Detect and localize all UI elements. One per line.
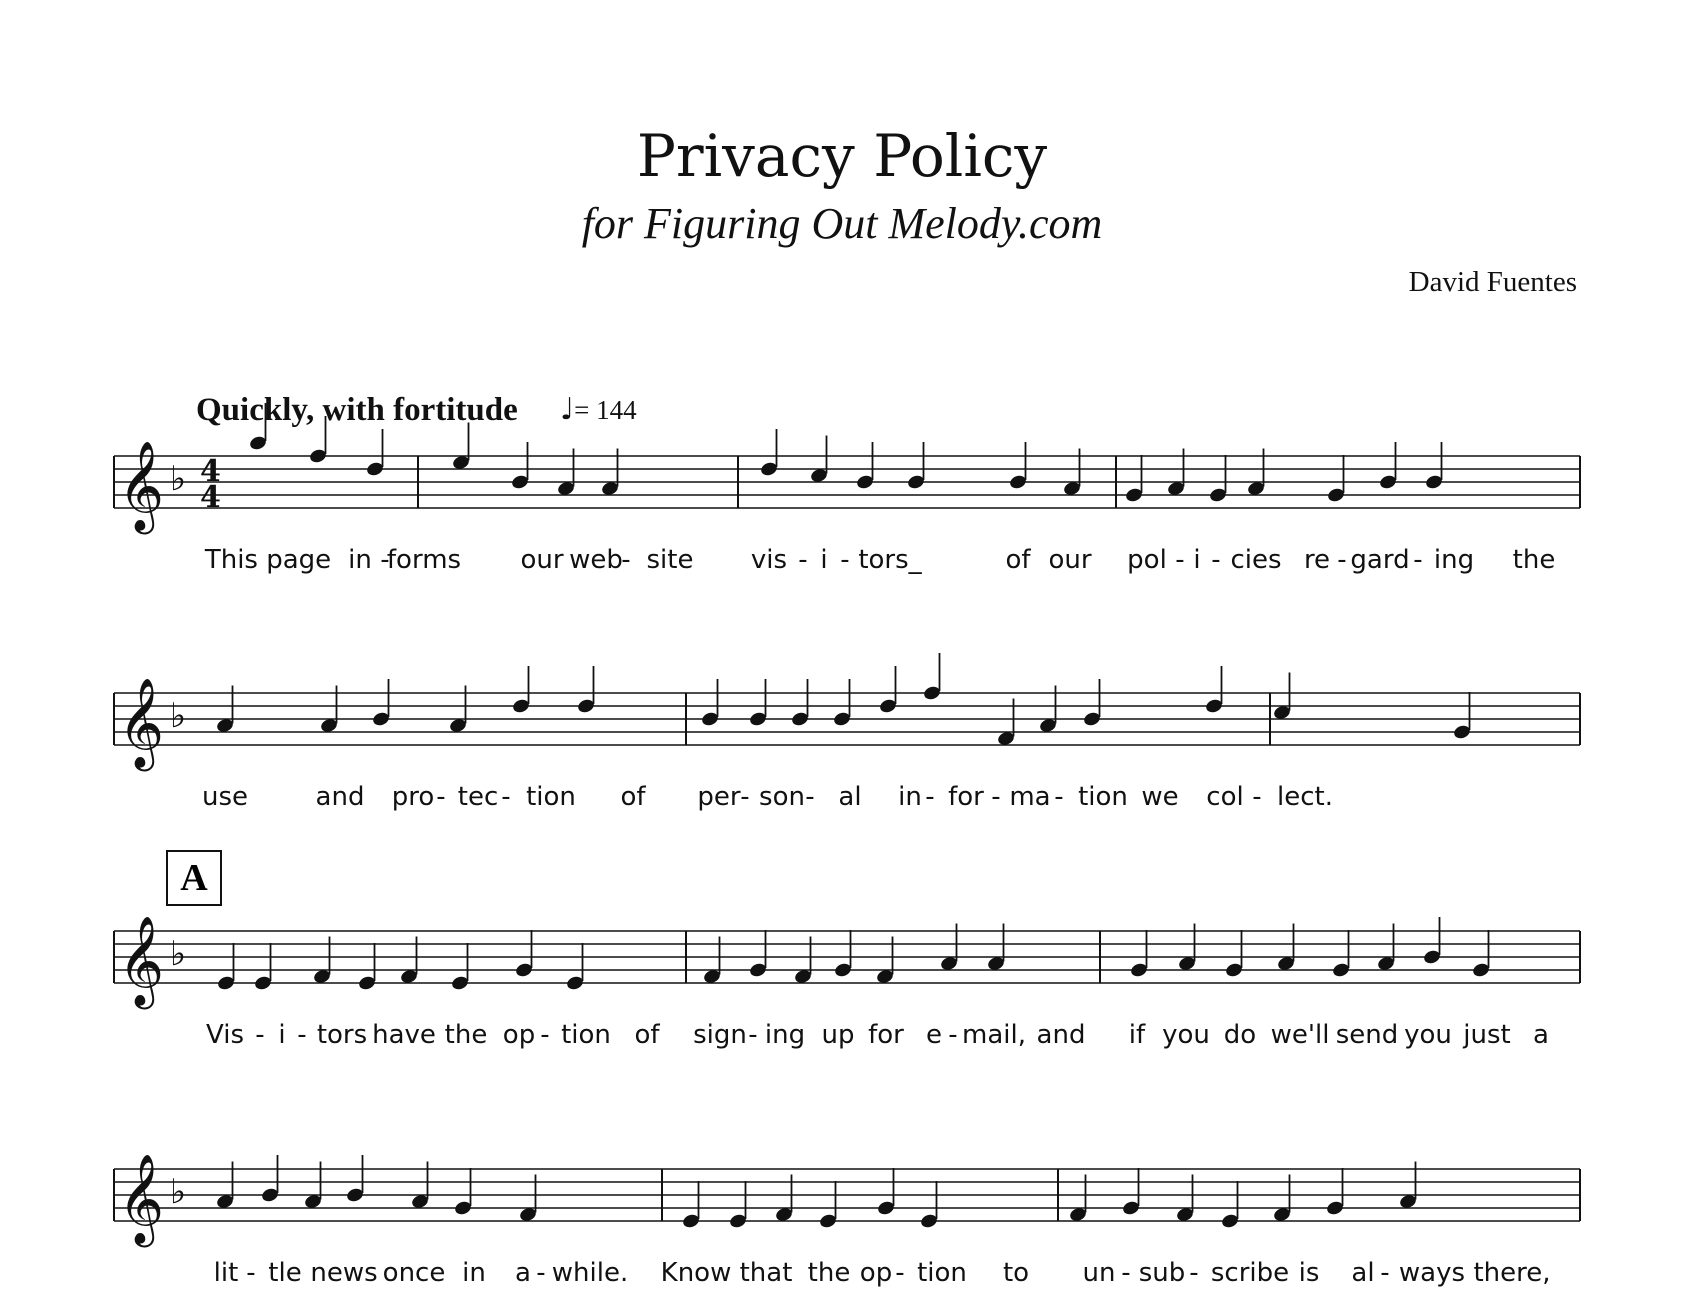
lyric-syllable: - [380, 545, 390, 575]
page-title: Privacy Policy [636, 122, 1048, 190]
lyric-syllable: - [805, 782, 815, 812]
staff-system-4 [114, 1154, 1580, 1288]
lyric-syllable: - [246, 1258, 256, 1288]
page-subtitle: for Figuring Out Melody.com [581, 199, 1103, 248]
lyric-syllable: re [1303, 545, 1331, 575]
lyric-syllable: i [278, 1020, 286, 1050]
lyric-syllable: - [436, 782, 446, 812]
lyric-syllable: - [840, 545, 850, 575]
lyric-syllable: cies [1230, 545, 1282, 575]
time-signature-top: 4 [200, 454, 221, 489]
lyric-syllable: - [1121, 1258, 1131, 1288]
composer-name: David Fuentes [1408, 266, 1577, 298]
lyric-syllable: have [372, 1020, 436, 1050]
lyric-syllable: we'll [1270, 1020, 1330, 1050]
lyric-syllable: tion [917, 1258, 967, 1288]
lyric-syllable: - [895, 1258, 905, 1288]
lyric-syllable: - [501, 782, 511, 812]
lyric-syllable: do [1223, 1020, 1257, 1050]
lyric-syllable: of [634, 1020, 660, 1050]
lyric-syllable: and [315, 782, 365, 812]
lyric-syllable: send [1335, 1020, 1399, 1050]
lyric-syllable: our [520, 545, 564, 575]
lyric-syllable: - [536, 1258, 546, 1288]
lyric-syllable: the [1512, 545, 1556, 575]
lyric-syllable: a [515, 1258, 531, 1288]
lyric-syllable: tion [561, 1020, 611, 1050]
lyric-syllable: - [1252, 782, 1262, 812]
lyric-syllable: a [1533, 1020, 1549, 1050]
lyric-syllable: pol [1127, 545, 1167, 575]
treble-clef-icon: 𝄞 [118, 1154, 165, 1244]
lyric-syllable: son [759, 782, 805, 812]
lyric-syllable: the [444, 1020, 488, 1050]
lyric-syllable: - [1211, 545, 1221, 575]
lyric-syllable: site [646, 545, 694, 575]
lyric-syllable: just [1463, 1020, 1511, 1050]
lyric-syllable: ways [1398, 1258, 1466, 1288]
lyric-syllable: if [1128, 1020, 1146, 1050]
lyric-syllable: tec [457, 782, 499, 812]
lyric-syllable: op [859, 1258, 893, 1288]
lyric-syllable: the [807, 1258, 851, 1288]
treble-clef-icon: 𝄞 [118, 916, 165, 1006]
lyric-syllable: - [1413, 545, 1423, 575]
lyric-syllable: op [502, 1020, 536, 1050]
lyric-syllable: up [821, 1020, 855, 1050]
lyric-syllable: ing [764, 1020, 806, 1050]
flat-key-signature-icon: ♭ [170, 1172, 187, 1212]
quarter-note-icon: ♩ [560, 392, 575, 427]
lyric-syllable: sign [693, 1020, 747, 1050]
lyric-syllable: tion [1078, 782, 1128, 812]
lyric-syllable: news [310, 1258, 378, 1288]
lyric-syllable: web [569, 545, 623, 575]
lyric-syllable: - [798, 545, 808, 575]
lyric-syllable: while. [551, 1258, 629, 1288]
lyric-syllable: tion [526, 782, 576, 812]
lyric-syllable: e [926, 1020, 942, 1050]
lyric-syllable: pro [391, 782, 435, 812]
lyric-syllable: - [948, 1020, 958, 1050]
lyric-syllable: Vis [206, 1020, 244, 1050]
lyric-syllable: - [255, 1020, 265, 1050]
lyric-syllable: Know [660, 1258, 732, 1288]
lyric-syllable: of [1005, 545, 1031, 575]
lyric-syllable: in [898, 782, 922, 812]
lyric-syllable: and [1036, 1020, 1086, 1050]
lyric-syllable: ing [1433, 545, 1475, 575]
staff-system-2 [114, 653, 1580, 812]
lyric-syllable: - [1189, 1258, 1199, 1288]
lyric-syllable: al [1351, 1258, 1375, 1288]
lyric-syllable: lect. [1277, 782, 1333, 812]
tempo-marking: Quickly, with fortitude [196, 392, 518, 428]
lyric-syllable: - [1175, 545, 1185, 575]
lyric-syllable: once [382, 1258, 446, 1288]
lyric-syllable: mail, [962, 1020, 1026, 1050]
lyric-syllable: lit [213, 1258, 239, 1288]
lyric-syllable: - [297, 1020, 307, 1050]
lyric-syllable: in [462, 1258, 486, 1288]
metronome-bpm: = 144 [574, 395, 637, 425]
lyric-syllable: ma [1009, 782, 1051, 812]
lyric-syllable: our [1048, 545, 1092, 575]
lyric-syllable: - [748, 1020, 758, 1050]
lyric-syllable: col [1206, 782, 1244, 812]
lyric-syllable: i [820, 545, 828, 575]
lyric-syllable: - [621, 545, 631, 575]
lyric-syllable: tors_ [858, 545, 922, 575]
staff-system-1 [114, 403, 1580, 575]
lyric-syllable: that [739, 1258, 793, 1288]
lyric-syllable: scribe [1210, 1258, 1290, 1288]
flat-key-signature-icon: ♭ [170, 934, 187, 974]
lyric-syllable: we [1141, 782, 1179, 812]
lyric-syllable: sub [1138, 1258, 1186, 1288]
lyric-syllable: un [1082, 1258, 1116, 1288]
time-signature-bottom: 4 [200, 480, 221, 515]
lyric-syllable: you [1162, 1020, 1210, 1050]
lyric-syllable: of [620, 782, 646, 812]
lyric-syllable: tle [268, 1258, 302, 1288]
lyric-syllable: for [948, 782, 984, 812]
lyric-syllable: - [1380, 1258, 1390, 1288]
lyric-syllable: use [201, 782, 249, 812]
lyric-syllable: forms [386, 545, 462, 575]
rehearsal-mark: A [166, 850, 222, 906]
lyric-syllable: to [1002, 1258, 1030, 1288]
lyric-syllable: is [1298, 1258, 1320, 1288]
lyric-syllable: - [991, 782, 1001, 812]
treble-clef-icon: 𝄞 [118, 678, 165, 768]
lyric-syllable: i [1193, 545, 1201, 575]
treble-clef-icon: 𝄞 [118, 441, 165, 531]
lyric-syllable: there, [1473, 1258, 1551, 1288]
lyric-syllable: - [1337, 545, 1347, 575]
lyric-syllable: in [348, 545, 372, 575]
lyric-syllable: you [1404, 1020, 1452, 1050]
flat-key-signature-icon: ♭ [170, 696, 187, 736]
lyric-syllable: - [925, 782, 935, 812]
lyric-syllable: - [740, 782, 750, 812]
lyric-syllable: vis [750, 545, 788, 575]
staff-system-3 [114, 916, 1580, 1050]
flat-key-signature-icon: ♭ [170, 459, 187, 499]
lyric-syllable: This page [204, 545, 332, 575]
lyric-syllable: for [868, 1020, 904, 1050]
lyric-syllable: - [1054, 782, 1064, 812]
lyric-syllable: al [838, 782, 862, 812]
lyric-syllable: gard [1350, 545, 1410, 575]
lyric-syllable: - [540, 1020, 550, 1050]
lyric-syllable: per [697, 782, 741, 812]
lyric-syllable: tors [316, 1020, 368, 1050]
